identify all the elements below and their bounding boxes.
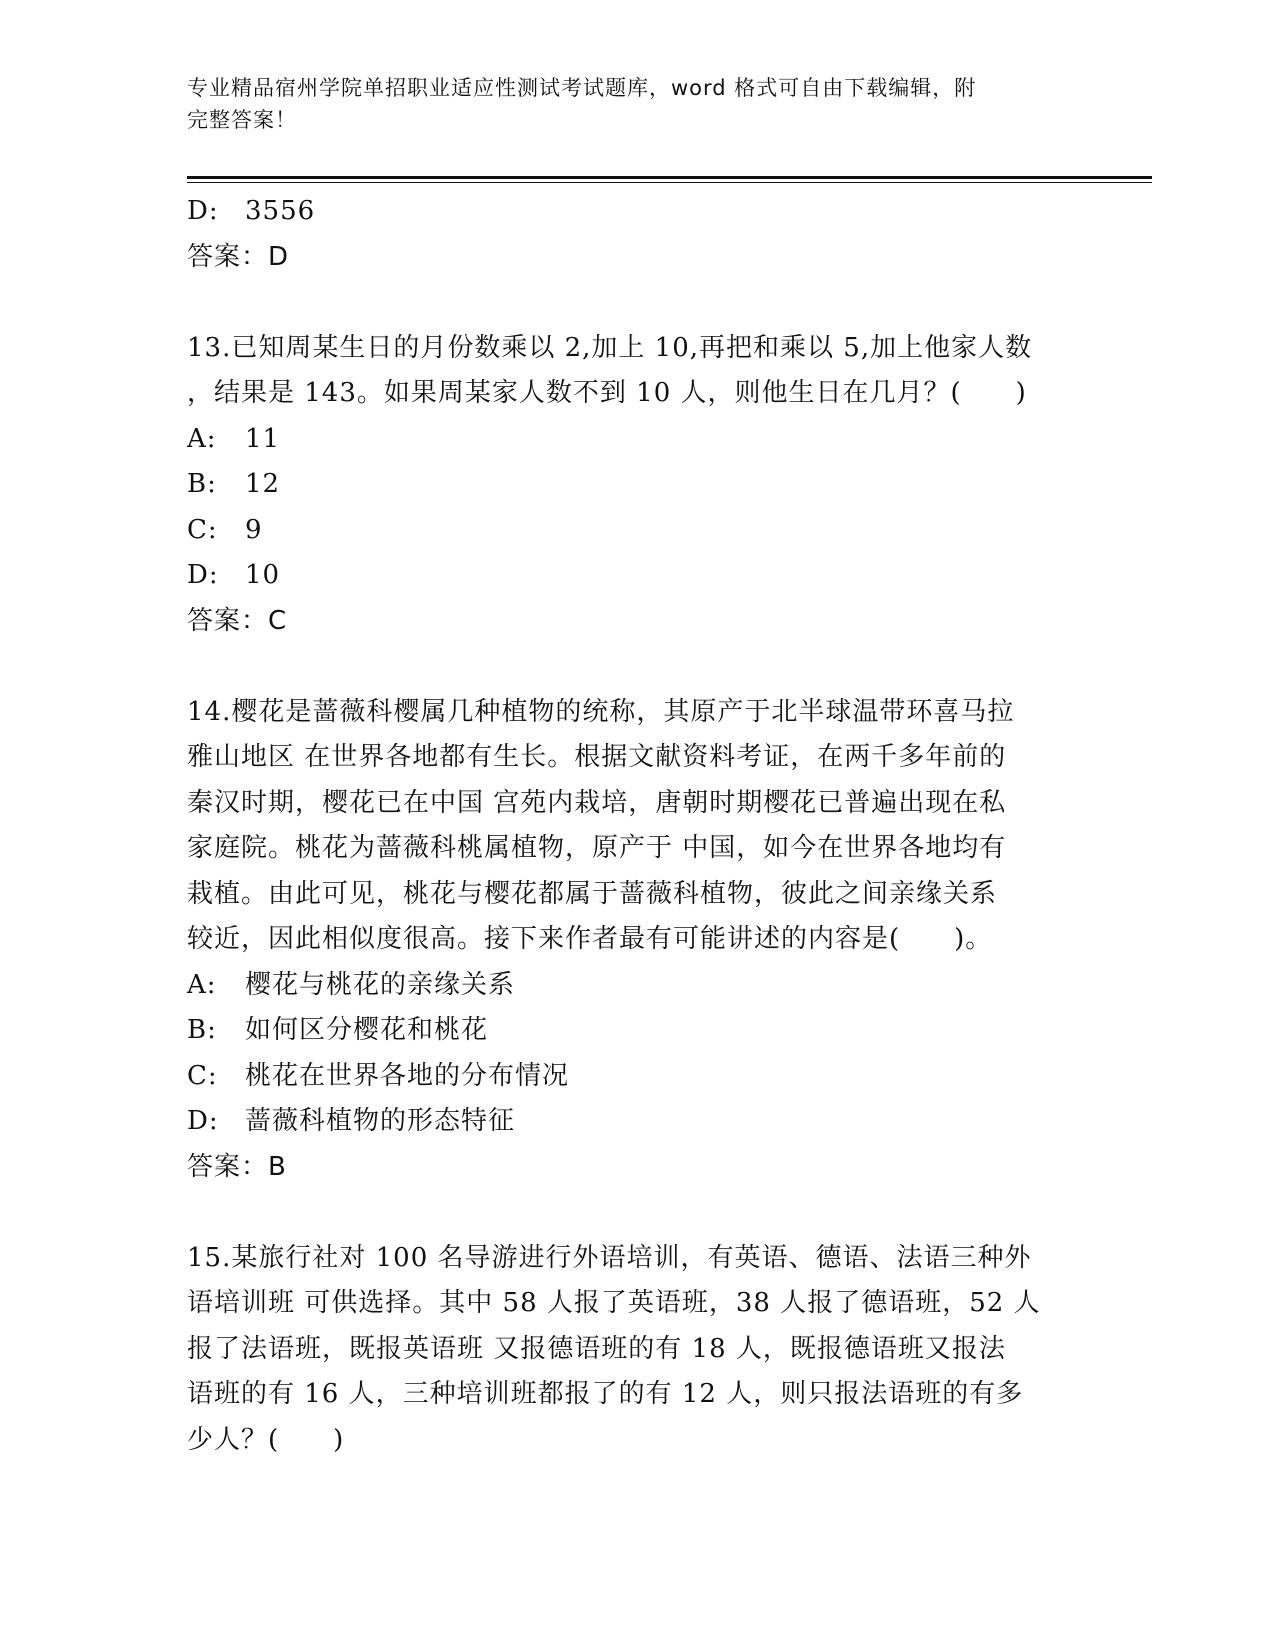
question-line: 语班的有 16 人，三种培训班都报了的有 12 人，则只报法语班的有多 (187, 1379, 1024, 1409)
question-line: 家庭院。桃花为蔷薇科桃属植物，原产于 中国，如今在世界各地均有 (187, 833, 1007, 863)
question-line: 语培训班 可供选择。其中 58 人报了英语班，38 人报了德语班，52 人 (187, 1288, 1041, 1318)
prev-answer: 答案：D (187, 241, 290, 272)
option-key: D: (187, 1106, 219, 1136)
option-b (187, 462, 1087, 508)
option-key: C: (187, 514, 218, 545)
prev-option-d (187, 189, 1087, 235)
question-line: 较近，因此相似度很高。接下来作者最有可能讲述的内容是( )。 (187, 924, 993, 954)
option-value: 12 (245, 469, 281, 499)
document-body (187, 189, 1087, 1463)
spacer (187, 1190, 1087, 1236)
option-value: 10 (245, 560, 281, 590)
header-rule-thick (187, 176, 1152, 179)
option-b (187, 1008, 1087, 1054)
question-line: 15.某旅行社对 100 名导游进行外语培训，有英语、德语、法语三种外 (187, 1242, 1032, 1273)
option-value: 桃花在世界各地的分布情况 (245, 1060, 570, 1091)
option-d (187, 553, 1087, 599)
option-key: B: (187, 469, 217, 499)
question-line: 14.樱花是蔷薇科樱属几种植物的统称，其原产于北半球温带环喜马拉 (187, 696, 1015, 727)
header-line-1: 专业精品宿州学院单招职业适应性测试考试题库，word 格式可自由下载编辑，附 (187, 76, 977, 100)
option-d (187, 1099, 1087, 1145)
option-c (187, 508, 1087, 554)
answer: 答案：C (187, 605, 288, 636)
option-a (187, 963, 1087, 1009)
answer: 答案：B (187, 1151, 287, 1182)
option-a (187, 417, 1087, 463)
spacer (187, 280, 1087, 326)
option-key: A: (187, 969, 217, 1000)
option-key: B: (187, 1015, 217, 1045)
question-15 (187, 1236, 1087, 1464)
option-key: D: (187, 196, 219, 226)
question-line: 少人？( ) (187, 1424, 345, 1455)
option-value: 3556 (245, 196, 316, 226)
question-line: 13.已知周某生日的月份数乘以 2,加上 10,再把和乘以 5,加上他家人数 (187, 332, 1033, 363)
question-14 (187, 690, 1087, 1191)
option-value: 樱花与桃花的亲缘关系 (245, 969, 516, 1000)
option-c (187, 1054, 1087, 1100)
option-key: A: (187, 423, 217, 454)
question-13 (187, 326, 1087, 645)
question-line: 报了法语班，既报英语班 又报德语班的有 18 人，既报德语班又报法 (187, 1333, 1006, 1364)
option-value: 11 (245, 423, 281, 454)
header-line-2: 完整答案！ (187, 108, 297, 132)
question-line: 栽植。由此可见，桃花与樱花都属于蔷薇科植物，彼此之间亲缘关系 (187, 878, 998, 909)
option-value: 如何区分樱花和桃花 (245, 1015, 489, 1045)
page-header (187, 72, 1067, 136)
option-value: 9 (245, 514, 263, 545)
option-value: 蔷薇科植物的形态特征 (245, 1106, 516, 1136)
question-line: 雅山地区 在世界各地都有生长。根据文献资料考证，在两千多年前的 (187, 742, 1007, 772)
header-rule-thin (187, 182, 1152, 183)
spacer (187, 644, 1087, 690)
option-key: D: (187, 560, 219, 590)
question-line: ，结果是 143。如果周某家人数不到 10 人，则他生日在几月？( ) (187, 378, 1027, 408)
option-key: C: (187, 1060, 218, 1091)
question-line: 秦汉时期，樱花已在中国 宫苑内栽培，唐朝时期樱花已普遍出现在私 (187, 787, 1007, 818)
